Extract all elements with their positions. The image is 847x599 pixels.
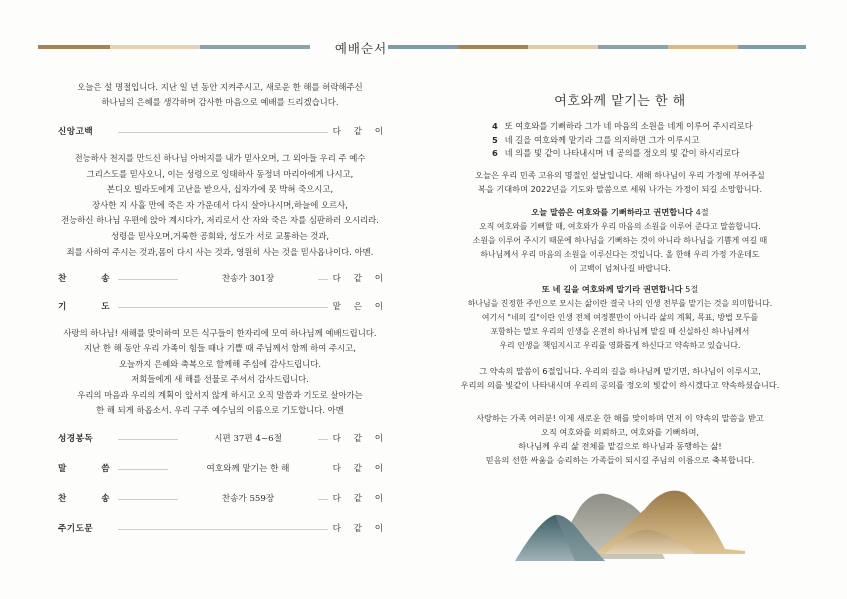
mountains-illustration [495, 479, 755, 579]
order-label: 성경봉독 [58, 434, 94, 444]
top-rule-tan [110, 45, 200, 49]
dotted-rule [118, 529, 328, 530]
order-row-hymn2 [58, 492, 388, 508]
top-rule-tan-right [528, 45, 598, 49]
verse-line: 6 네 의를 빛 같이 나타내시며 네 공의를 정오의 빛 같이 하시리로다 [492, 148, 740, 159]
order-leader: 다 같 이 [329, 492, 388, 504]
paragraph-intro: 오늘은 우리 민족 고유의 명절인 설날입니다. 새해 하나님이 우리 가정에 부어주실 복을 기대하며 2022년을 기도와 말씀으로 세워 나가는 가정이 되길 소망합니다. [475, 170, 765, 194]
top-rule-blue-right [388, 45, 458, 49]
order-leader: 다 같 이 [329, 522, 388, 534]
order-label: 신앙고백 [58, 127, 94, 137]
intro-text: 오늘은 설 명절입니다. 지난 일 년 동안 지켜주시고, 새로운 한 해를 허락해주신 하나님의 은혜를 생각하며 감사한 마음으로 예배를 드리겠습니다. [77, 82, 363, 107]
prayer-text: 사랑의 하나님! 새해를 맞이하여 모든 식구들이 한자리에 모여 하나님께 예배드립니다. 지난 한 해 동안 우리 가족이 힘들 때나 기쁠 때 주님께서 함께 하여 주시고, 오늘까지 은혜와 축복으로 함께해 주심에 감사드립니다. 저희들에게 새 해를 선물로 주셔서 감사드립니다. 우리의 마음과 우리의 계획이 앞서지 않게 하시고 오직 말씀과 기도로 살아가는 한 해 되게 하옵소서. 우리 구주 예수님의 이름으로 기도합니다. 아멘 [63, 328, 377, 416]
top-rule-brown [38, 45, 110, 49]
top-rule-blue-right3 [738, 45, 806, 49]
scripture-verses [492, 120, 753, 161]
order-row-creed [58, 125, 388, 141]
paragraph-delight: 오직 여호와를 기뻐할 때, 여호와가 우리 마음의 소원을 이루어 준다고 말씀합니다. 소원을 이루어 주시기 때문에 하나님을 기뻐하는 것이 아니라 하나님을 기쁨게 여길 때 하나님께서 우리 마음의 소원을 이루신다는 것입니다. 올 한해 우리 가정 가운데도 이 고백이 넘쳐나길 바랍니다. [472, 222, 768, 273]
order-leader: 다 같 이 [329, 432, 388, 444]
top-rule-sand-right [668, 45, 738, 49]
top-rule-brown-right [458, 45, 528, 49]
order-detail: 찬송가 301장 [178, 272, 318, 284]
subheading-1: 오늘 말씀은 여호와를 기뻐하라고 권면합니다 4절 [531, 207, 709, 217]
order-label: 찬 송 [58, 274, 126, 284]
order-label: 말 씀 [58, 464, 126, 474]
order-leader: 다 같 이 [329, 125, 388, 137]
dotted-rule [118, 132, 328, 133]
paragraph-blessing: 사랑하는 가족 여러분! 이제 새로운 한 해를 맞이하며 먼저 이 약속의 말씀을 받고 오직 여호와를 의뢰하고, 여호와를 기뻐하며, 하나님께 우리 삶 전체를 맡김으로 하나님과 동행하는 삶! 믿음의 선한 싸움을 승리하는 가족들이 되시길 주님의 이름으로 축복합니다. [476, 413, 764, 465]
top-rule-blue [200, 45, 310, 49]
order-row-lords-prayer [58, 522, 388, 538]
dotted-rule [118, 307, 328, 308]
sermon-title: 여호와께 맡기는 한 해 [554, 94, 686, 109]
order-row-prayer [58, 300, 388, 316]
order-label: 기 도 [58, 302, 126, 312]
order-detail: 찬송가 559장 [178, 492, 318, 504]
top-rule-blue-right2 [598, 45, 668, 49]
order-row-sermon [58, 462, 388, 478]
apostles-creed-text: 전능하사 천지를 만드신 하나님 아버지를 내가 믿사오며, 그 외아들 우리 주 예수 그리스도를 믿사오니, 이는 성령으로 잉태하사 동정녀 마리아에게 나시고, 본디오 빌라도에게 고난을 받으사, 십자가에 못 박혀 죽으시고, 장사한 지 사흘 만에 죽은 자 가운데서 다시 살아나시며,하늘에 오르사, 전능하신 하나님 우편에 앉아 계시다가, 저리로서 산 자와 죽은 자를 심판하러 오시리라. 성령을 믿사오며,거룩한 공회와, 성도가 서로 교통하는 것과, 죄를 사하여 주시는 것과,몸이 다시 사는 것과, 영원히 사는 것을 믿사옵나이다. 아멘. [61, 153, 379, 257]
order-detail: 여호와께 맡기는 한 해 [168, 462, 328, 474]
order-leader: 다 같 이 [329, 272, 388, 284]
order-detail: 시편 37편 4~6절 [178, 432, 318, 444]
order-leader: 다 같 이 [329, 462, 388, 474]
order-leader: 맡 은 이 [329, 300, 388, 312]
verse-line: 4 또 여호와를 기뻐하라 그가 네 마음의 소원을 네게 이루어 주시리로다 [492, 121, 753, 131]
order-label: 주기도문 [58, 524, 94, 534]
verse-line: 5 네 길을 여호와께 맡기라 그를 의지하면 그가 이루시고 [492, 134, 700, 145]
order-row-reading [58, 432, 388, 448]
subheading-2: 또 네 길을 여호와께 맡기라 권면합니다 5절 [541, 284, 699, 294]
paragraph-commit: 하나님을 진정한 주인으로 모시는 삶이란 결국 나의 인생 전부를 맡기는 것을 의미합니다. 여기서 "네의 길"이란 인생 전체 여정뿐만이 아니라 삶의 계획, 목표, 방법 모두를 포함하는 말로 우리의 인생을 온전히 하나님께 맡길 때 신실하신 하나님께서 우리 인생을 책임지시고 우리를 영화롭게 하신다고 약속하고 있습니다. [467, 299, 773, 350]
page-title: 예배순서 [334, 41, 388, 56]
order-label: 찬 송 [58, 494, 126, 504]
paragraph-promise: 그 약속의 말씀이 6절입니다. 우리의 길을 하나님께 맡기면, 하나님이 이루시고, 우리의 의를 빛같이 나타내시며 우리의 공의를 정오의 빛같이 하시겠다고 약속하셨습니다. [460, 366, 780, 390]
order-row-hymn1 [58, 272, 388, 288]
